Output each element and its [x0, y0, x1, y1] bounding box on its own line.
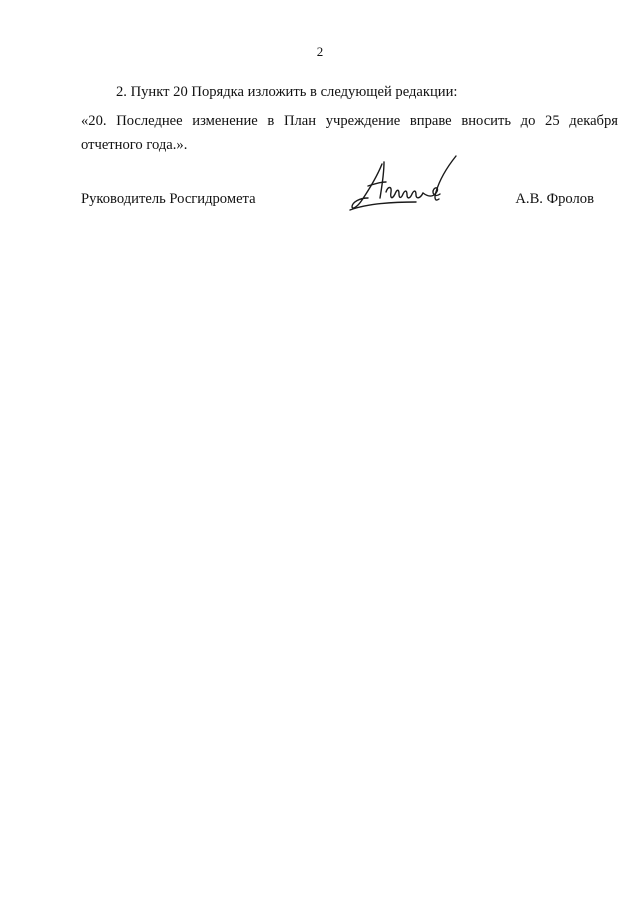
quoted-text-line-1: «20. Последнее изменение в План учреждение вправе вносить до 25 декабря — [81, 113, 618, 129]
amendment-quoted-text — [81, 112, 618, 154]
signatory-position: Руководитель Росгидромета — [81, 191, 256, 207]
page-number: 2 — [316, 44, 324, 59]
signatory-name: А.В. Фролов — [515, 191, 594, 207]
signature-block — [81, 190, 594, 214]
amendment-paragraph-2: 2. Пункт 20 Порядка изложить в следующей редакции: — [116, 84, 458, 100]
quoted-text-line-2: отчетного года.». — [81, 137, 188, 153]
